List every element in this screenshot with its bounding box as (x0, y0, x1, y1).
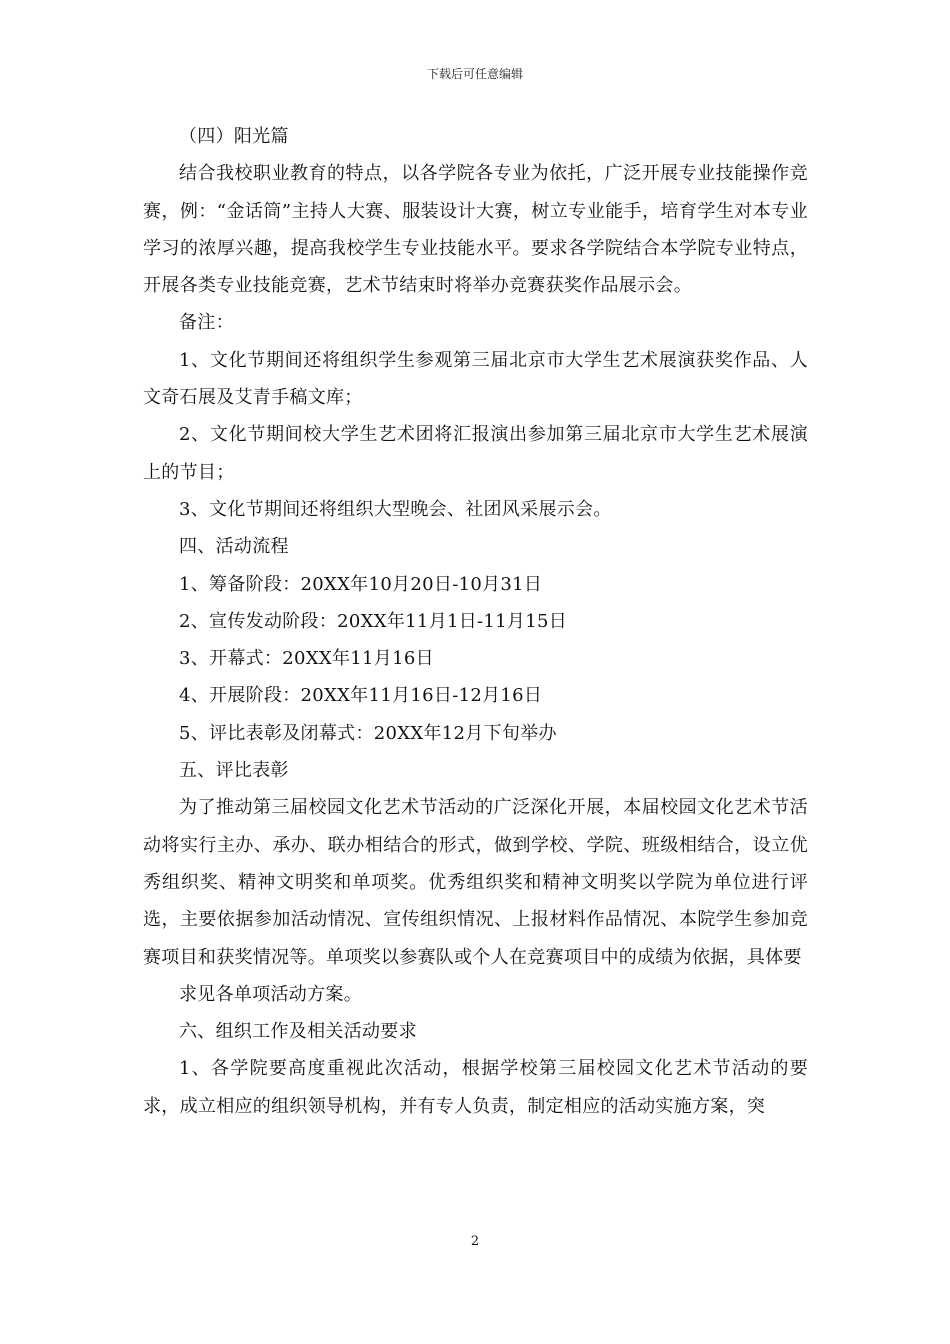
paragraph-awards: 为了推动第三届校园文化艺术节活动的广泛深化开展，本届校园文化艺术节活动将实行主办、承办、联办相结合的形式，做到学校、学院、班级相结合，设立优秀组织奖、精神文明奖和单项奖。优秀组织奖和精神文明奖以学院为单位进行评选，主要依据参加活动情况、宣传组织情况、上报材料作品情况、本院学生参加竞赛项目和获奖情况等。单项奖以参赛队或个人在竞赛项目中的成绩为依据，具体要 (143, 797, 808, 968)
page-number: 2 (470, 1234, 480, 1249)
section-heading-sunshine: （四）阳光篇 (179, 126, 289, 147)
process-step-3: 3、开幕式：20XX年11月16日 (179, 648, 434, 670)
page-header: 下载后可任意编辑 (426, 67, 523, 81)
section-heading-process: 四、活动流程 (179, 536, 289, 558)
section-heading-organization: 六、组织工作及相关活动要求 (179, 1021, 417, 1043)
note-item-1: 1、文化节期间还将组织学生参观第三届北京市大学生艺术展演获奖作品、人文奇石展及艾青手稿文库； (143, 349, 808, 409)
organization-item-1: 1、各学院要高度重视此次活动，根据学校第三届校园文化艺术节活动的要求，成立相应的组织领导机构，并有专人负责，制定相应的活动实施方案，突 (143, 1058, 808, 1117)
note-item-2: 2、文化节期间校大学生艺术团将汇报演出参加第三届北京市大学生艺术展演上的节目； (143, 424, 808, 483)
paragraph-awards-continued: 求见各单项活动方案。 (179, 983, 362, 1005)
document-body (143, 118, 808, 1125)
process-step-2: 2、宣传发动阶段：20XX年11月1日-11月15日 (179, 610, 568, 632)
process-step-1: 1、筹备阶段：20XX年10月20日-10月31日 (179, 573, 543, 595)
paragraph-skills-competition: 结合我校职业教育的特点，以各学院各专业为依托，广泛开展专业技能操作竞赛，例：“金话筒”主持人大赛、服装设计大赛，树立专业能手，培育学生对本专业学习的浓厚兴趣，提高我校学生专业技能水平。要求各学院结合本学院专业特点，开展各类专业技能竞赛，艺术节结束时将举办竞赛获奖作品展示会。 (143, 163, 808, 297)
notes-heading: 备注： (179, 312, 234, 334)
note-item-3: 3、文化节期间还将组织大型晚会、社团风采展示会。 (179, 498, 612, 520)
process-step-4: 4、开展阶段：20XX年11月16日-12月16日 (179, 685, 543, 707)
process-step-5: 5、评比表彰及闭幕式：20XX年12月下旬举办 (179, 722, 557, 744)
section-heading-awards: 五、评比表彰 (179, 760, 289, 782)
